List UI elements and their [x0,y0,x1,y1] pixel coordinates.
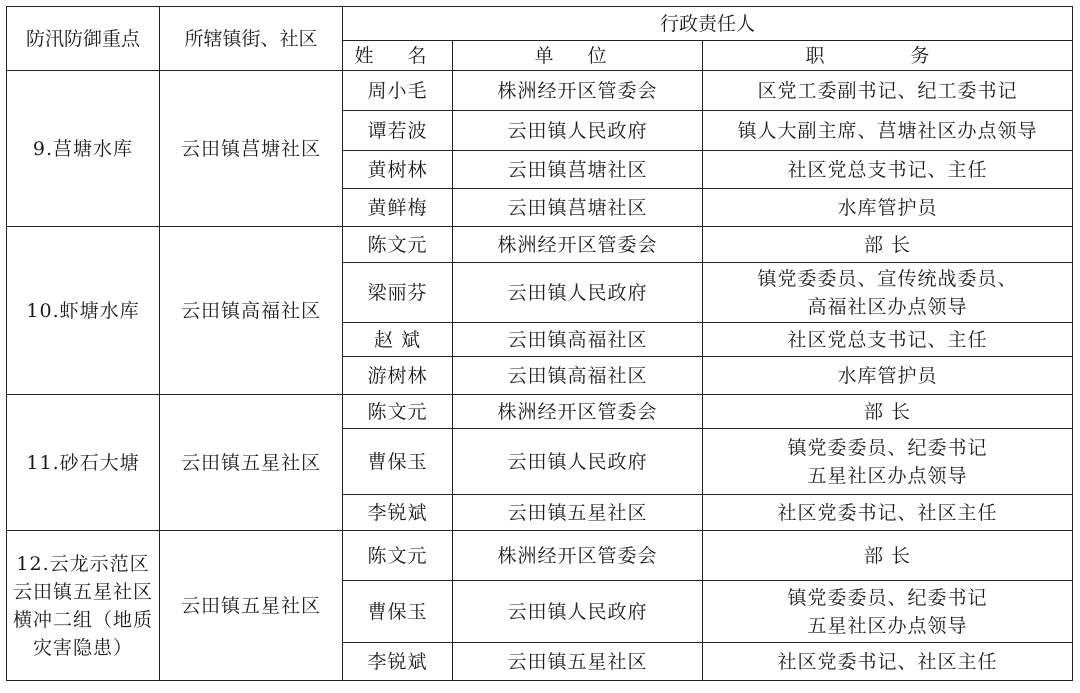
unit-cell: 株洲经开区管委会 [453,227,703,263]
unit-cell: 云田镇人民政府 [453,429,703,495]
unit-cell: 云田镇莒塘社区 [453,189,703,227]
role-cell [703,495,1073,531]
person-name-cell: 周小毛 [343,71,453,111]
role-line: 高福社区办点领导 [807,295,968,318]
person-name-cell: 梁丽芬 [343,263,453,323]
header-role [703,41,1073,71]
unit-cell: 云田镇高福社区 [453,323,703,357]
unit-cell: 株洲经开区管委会 [453,531,703,581]
header-name [343,41,453,71]
role-line: 镇人大副主席、莒塘社区办点领导 [737,119,1038,142]
role-line: 五星社区办点领导 [807,614,968,637]
table-body [7,71,1073,681]
unit-cell: 云田镇莒塘社区 [453,151,703,189]
role-line: 部 长 [863,233,912,256]
role-cell [703,189,1073,227]
person-name-cell: 陈文元 [343,531,453,581]
person-name-cell: 陈文元 [343,227,453,263]
unit-cell: 云田镇高福社区 [453,357,703,395]
role-cell [703,395,1073,429]
person-name-cell: 游树林 [343,357,453,395]
unit-cell: 云田镇人民政府 [453,111,703,151]
role-cell [703,357,1073,395]
community-cell: 云田镇莒塘社区 [160,71,343,227]
responsibility-table [6,6,1073,681]
role-cell [703,151,1073,189]
person-name-cell: 曹保玉 [343,581,453,643]
key-point-cell: 10.虾塘水库 [7,227,160,395]
key-point-cell: 12.云龙示范区云田镇五星社区横冲二组（地质灾害隐患） [7,531,160,681]
person-name-cell: 李锐斌 [343,643,453,681]
role-line: 镇党委委员、纪委书记 [787,436,988,459]
person-name-cell: 李锐斌 [343,495,453,531]
community-cell: 云田镇五星社区 [160,531,343,681]
unit-cell: 云田镇五星社区 [453,643,703,681]
role-cell [703,323,1073,357]
header-unit [453,41,703,71]
unit-cell: 云田镇人民政府 [453,581,703,643]
role-line: 部 长 [863,544,912,567]
community-cell: 云田镇高福社区 [160,227,343,395]
header-responsible-group: 行政责任人 [343,7,1073,41]
unit-cell: 株洲经开区管委会 [453,71,703,111]
role-cell [703,581,1073,643]
role-cell [703,263,1073,323]
role-line: 部 长 [863,400,912,423]
role-line: 五星社区办点领导 [807,464,968,487]
header-role-text: 职 务 [805,44,970,67]
role-cell [703,429,1073,495]
role-cell [703,227,1073,263]
header-community: 所辖镇街、社区 [160,7,343,71]
role-line: 社区党总支书记、主任 [787,328,988,351]
table-row [7,227,1073,263]
person-name-cell: 陈文元 [343,395,453,429]
role-line: 镇党委委员、宣传统战委员、 [757,267,1018,290]
key-point-cell: 9.莒塘水库 [7,71,160,227]
role-line: 水库管护员 [837,364,938,387]
unit-cell: 株洲经开区管委会 [453,395,703,429]
unit-cell: 云田镇五星社区 [453,495,703,531]
table-row [7,71,1073,111]
header-key-point: 防汛防御重点 [7,7,160,71]
key-point-cell: 11.砂石大塘 [7,395,160,531]
role-cell [703,531,1073,581]
role-line: 镇党委委员、纪委书记 [787,586,988,609]
unit-cell: 云田镇人民政府 [453,263,703,323]
person-name-cell: 谭若波 [343,111,453,151]
person-name-cell: 曹保玉 [343,429,453,495]
person-name-cell: 黄鲜梅 [343,189,453,227]
role-cell [703,643,1073,681]
header-unit-text: 单 位 [534,44,621,67]
role-cell [703,71,1073,111]
role-line: 社区党委书记、社区主任 [777,650,998,673]
table-row [7,531,1073,581]
person-name-cell: 黄树林 [343,151,453,189]
role-cell [703,111,1073,151]
header-name-text: 姓 名 [354,44,441,67]
person-name-cell: 赵 斌 [343,323,453,357]
table-row [7,395,1073,429]
role-line: 社区党委书记、社区主任 [777,501,998,524]
role-line: 水库管护员 [837,196,938,219]
role-line: 社区党总支书记、主任 [787,158,988,181]
role-line: 区党工委副书记、纪工委书记 [757,79,1018,102]
community-cell: 云田镇五星社区 [160,395,343,531]
